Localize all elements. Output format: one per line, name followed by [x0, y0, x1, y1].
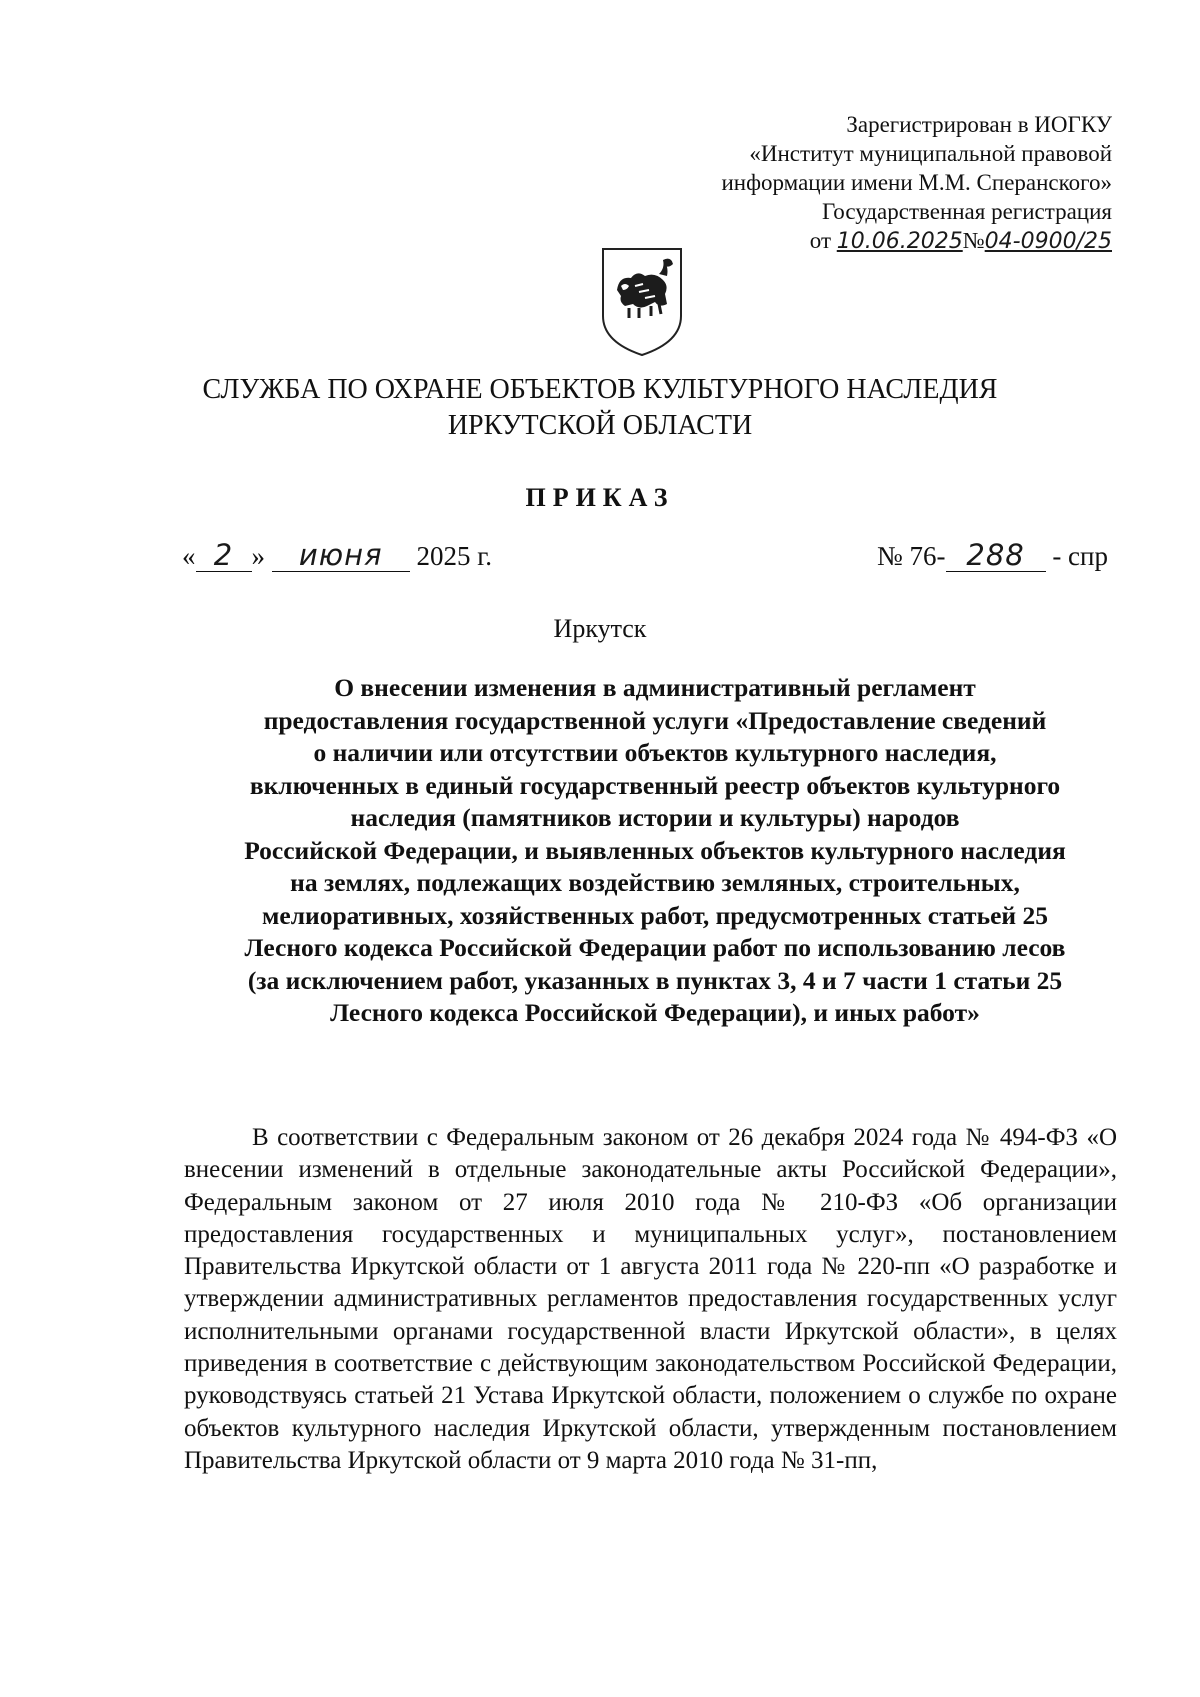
body-text	[184, 1122, 1117, 1477]
body-paragraph: В соответствии с Федеральным законом от 26 декабря 2024 года № 494-ФЗ «О внесении изменений в отдельные законодательные акты Российской Федерации», Федеральным законом от 27 июля 2010 года № 210-ФЗ «Об организации предоставления государственных и муниципальных услуг», постановлением Правительства Иркутской области от 1 августа 2011 года № 220-пп «О разработке и утверждении административных регламентов предоставления государственных услуг исполнительными органами государственной власти Иркутской области», в целях приведения в соответствие с действующим законодательством Российской Федерации, руководствуясь статьей 21 Устава Иркутской области, положением о службе по охране объектов культурного наследия Иркутской области, утвержденным постановлением Правительства Иркутской области от 9 марта 2010 года № 31-пп,	[184, 1124, 1117, 1474]
order-subject	[180, 672, 1130, 1030]
registration-date-line	[722, 226, 1113, 256]
order-date	[182, 540, 492, 572]
registration-date: 10.06.2025	[836, 229, 963, 254]
date-open-quote: «	[182, 541, 196, 571]
registration-stamp	[722, 110, 1113, 256]
subject-line: мелиоративных, хозяйственных работ, предусмотренных статьей 25	[262, 900, 1048, 930]
subject-line: о наличии или отсутствии объектов культурного наследия,	[313, 738, 997, 767]
order-number-value: 288	[966, 538, 1025, 572]
subject-line: наследия (памятников истории и культуры) народов	[350, 803, 960, 832]
registration-line: «Институт муниципальной правовой	[749, 141, 1112, 166]
subject-line: Лесного кодекса Российской Федерации), и иных работ»	[330, 998, 980, 1027]
subject-line: О внесении изменения в административный регламент	[334, 673, 976, 702]
registration-line: Зарегистрирован в ИОГКУ	[846, 112, 1112, 137]
registration-date-prefix: от	[809, 228, 831, 253]
date-close-quote: »	[251, 541, 265, 571]
order-day: 2	[213, 538, 234, 572]
order-number	[877, 540, 1108, 572]
registration-line: информации имени М.М. Сперанского»	[721, 170, 1112, 195]
registration-line: Государственная регистрация	[822, 199, 1112, 224]
subject-line: Лесного кодекса Российской Федерации работ по использованию лесов	[244, 933, 1066, 962]
subject-line: включенных в единый государственный реестр объектов культурного	[249, 770, 1061, 800]
agency-name	[0, 372, 1200, 444]
order-number-suffix: - спр	[1052, 541, 1108, 571]
subject-line: на землях, подлежащих воздействию земляных, строительных,	[290, 868, 1020, 897]
agency-name-line: СЛУЖБА ПО ОХРАНЕ ОБЪЕКТОВ КУЛЬТУРНОГО НАСЛЕДИЯ	[202, 374, 998, 405]
irkutsk-coat-of-arms-icon	[599, 246, 685, 358]
subject-line: Российской Федерации, и выявленных объектов культурного наследия	[244, 835, 1066, 865]
subject-line: (за исключением работ, указанных в пунктах 3, 4 и 7 части 1 статьи 25	[247, 965, 1063, 995]
order-month: июня	[298, 538, 383, 572]
order-title: ПРИКАЗ	[525, 483, 675, 512]
order-year: 2025 г.	[416, 541, 493, 571]
registration-number: 04-0900/25	[984, 229, 1112, 254]
city: Иркутск	[553, 614, 647, 643]
agency-name-line: ИРКУТСКОЙ ОБЛАСТИ	[447, 410, 753, 441]
subject-line: предоставления государственной услуги «Предоставление сведений	[263, 705, 1047, 735]
registration-number-sign: №	[962, 228, 985, 253]
order-number-prefix: № 76-	[877, 541, 946, 571]
